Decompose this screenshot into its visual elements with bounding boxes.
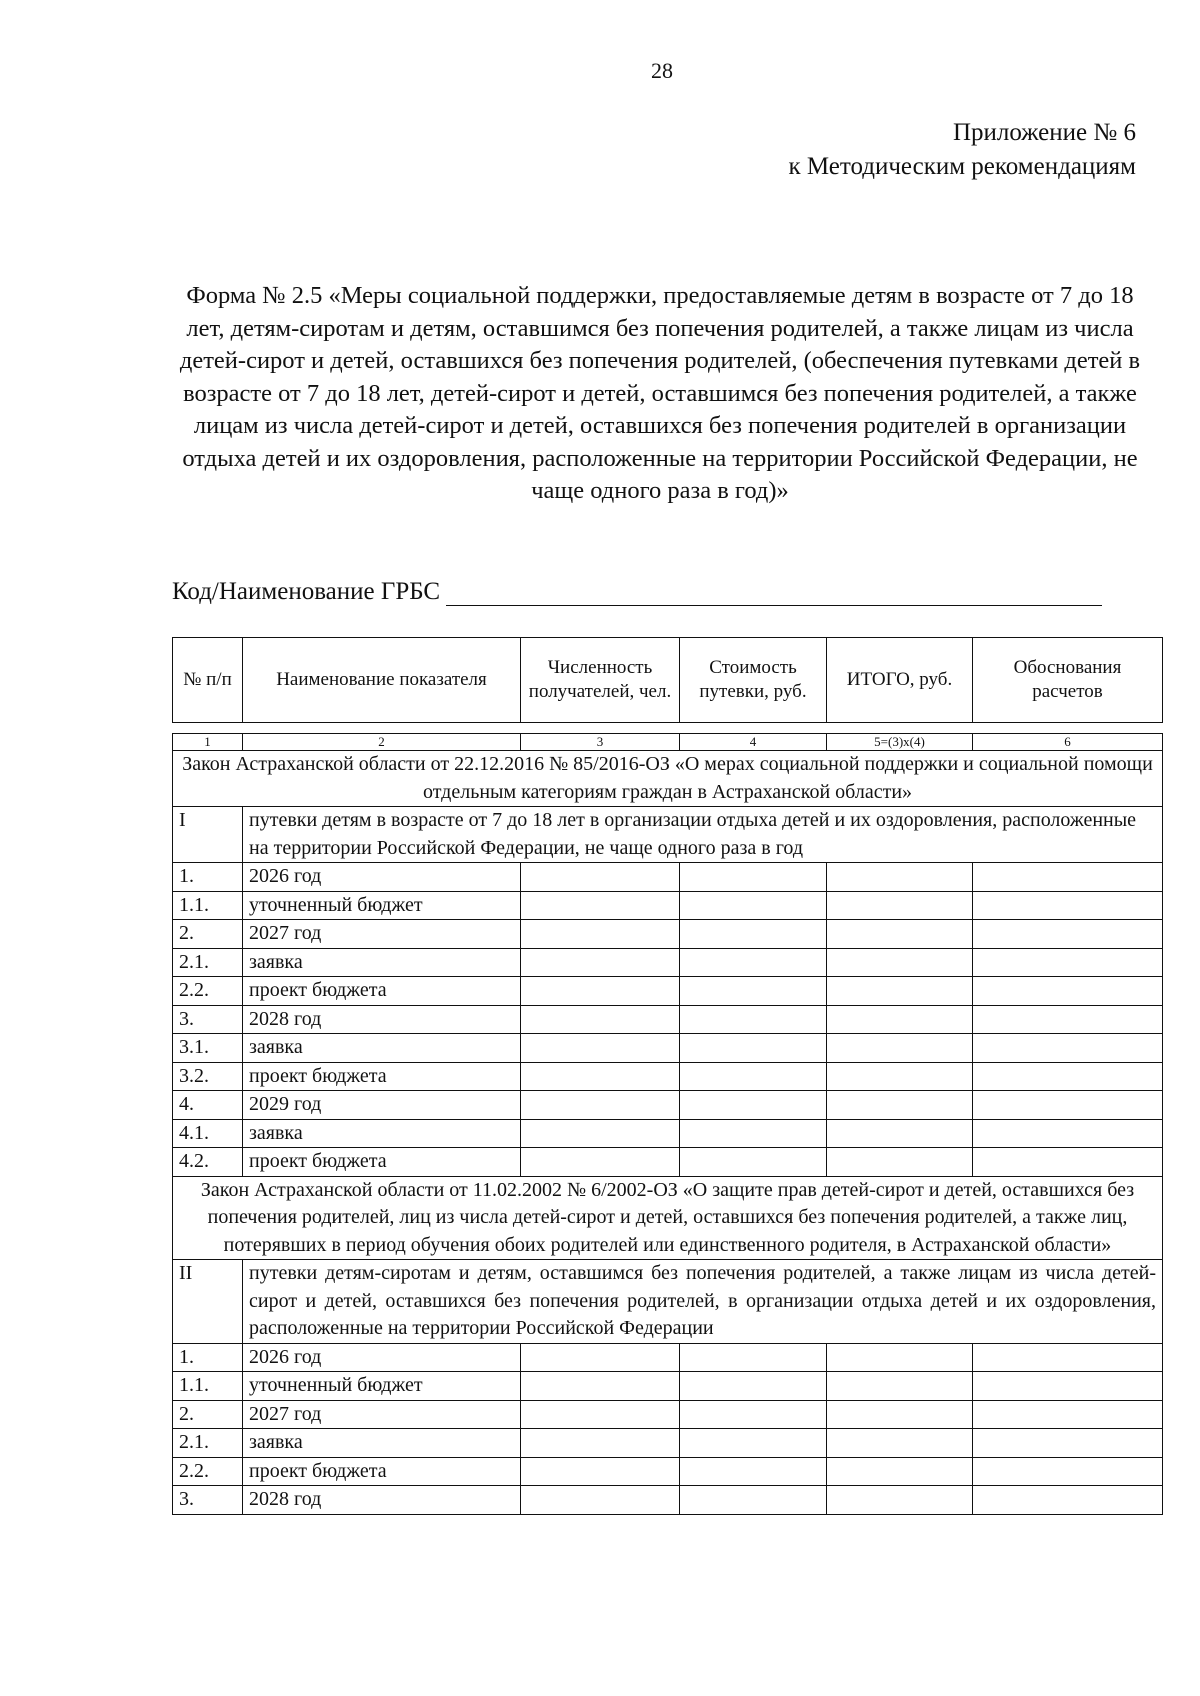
total-cell[interactable] bbox=[827, 1119, 973, 1148]
recipients-cell[interactable] bbox=[521, 948, 680, 977]
section-number: II bbox=[173, 1260, 243, 1344]
row-number: 4. bbox=[173, 1091, 243, 1120]
row-number: 3.1. bbox=[173, 1034, 243, 1063]
row-number: 1. bbox=[173, 863, 243, 892]
justification-cell[interactable] bbox=[973, 1429, 1163, 1458]
row-name: 2026 год bbox=[243, 863, 521, 892]
recipients-cell[interactable] bbox=[521, 891, 680, 920]
row-number: 4.2. bbox=[173, 1148, 243, 1177]
row-number: 3. bbox=[173, 1005, 243, 1034]
total-cell[interactable] bbox=[827, 1062, 973, 1091]
law-row bbox=[173, 1176, 1163, 1260]
row-name: проект бюджета bbox=[243, 977, 521, 1006]
total-cell[interactable] bbox=[827, 1429, 973, 1458]
table-row bbox=[173, 1400, 1163, 1429]
total-cell[interactable] bbox=[827, 920, 973, 949]
cost-cell[interactable] bbox=[680, 1034, 827, 1063]
row-name: 2027 год bbox=[243, 920, 521, 949]
row-name: 2027 год bbox=[243, 1400, 521, 1429]
recipients-cell[interactable] bbox=[521, 920, 680, 949]
total-cell[interactable] bbox=[827, 1005, 973, 1034]
total-cell[interactable] bbox=[827, 1486, 973, 1515]
table-row bbox=[173, 1343, 1163, 1372]
row-number: 1.1. bbox=[173, 891, 243, 920]
recipients-cell[interactable] bbox=[521, 1457, 680, 1486]
law-row bbox=[173, 751, 1163, 807]
law-2: Закон Астраханской области от 11.02.2002 № 6/2002-ОЗ «О защите прав детей-сирот и детей, оставшихся без попечения родителей, лиц из числа детей-сирот и детей, оставшихся без попечения родителей, а также лиц, потерявших в период обучения обоих родителей или единственного родителя, в Астраханской области» bbox=[173, 1176, 1163, 1260]
cost-cell[interactable] bbox=[680, 1486, 827, 1515]
row-name: уточненный бюджет bbox=[243, 1372, 521, 1401]
cost-cell[interactable] bbox=[680, 948, 827, 977]
recipients-cell[interactable] bbox=[521, 1400, 680, 1429]
header-num: № п/п bbox=[173, 638, 243, 723]
section-row bbox=[173, 1260, 1163, 1344]
total-cell[interactable] bbox=[827, 1400, 973, 1429]
cost-cell[interactable] bbox=[680, 1343, 827, 1372]
justification-cell[interactable] bbox=[973, 1034, 1163, 1063]
form-title: Форма № 2.5 «Меры социальной поддержки, предоставляемые детям в возрасте от 7 до 18 лет, детям-сиротам и детям, оставшимся без попечения родителей, а также лицам из числа детей-сирот и детей, оставшихся без попечения родителей, (обеспечения путевками детей в возрасте от 7 до 18 лет, детей-сирот и детей, оставшимся без попечения родителей, а также лицам из числа детей-сирот и детей, оставшихся без попечения родителей в организации отдыха детей и их оздоровления, расположенные на территории Российской Федерации, не чаще одного раза в год)» bbox=[179, 282, 1141, 504]
table-row bbox=[173, 1457, 1163, 1486]
justification-cell[interactable] bbox=[973, 1005, 1163, 1034]
total-cell[interactable] bbox=[827, 891, 973, 920]
column-number: 2 bbox=[243, 734, 521, 751]
table-row bbox=[173, 1034, 1163, 1063]
table-row bbox=[173, 948, 1163, 977]
row-number: 1.1. bbox=[173, 1372, 243, 1401]
cost-cell[interactable] bbox=[680, 1372, 827, 1401]
row-number: 2. bbox=[173, 920, 243, 949]
table-row bbox=[173, 863, 1163, 892]
table-row bbox=[173, 1486, 1163, 1515]
cost-cell[interactable] bbox=[680, 1119, 827, 1148]
row-number: 4.1. bbox=[173, 1119, 243, 1148]
table-row bbox=[173, 891, 1163, 920]
table-row bbox=[173, 1119, 1163, 1148]
cost-cell[interactable] bbox=[680, 920, 827, 949]
row-number: 2.1. bbox=[173, 1429, 243, 1458]
column-number: 4 bbox=[680, 734, 827, 751]
cost-cell[interactable] bbox=[680, 977, 827, 1006]
recipients-cell[interactable] bbox=[521, 863, 680, 892]
header-total: ИТОГО, руб. bbox=[827, 638, 973, 723]
recipients-cell[interactable] bbox=[521, 1148, 680, 1177]
table-row bbox=[173, 977, 1163, 1006]
row-number: 2.1. bbox=[173, 948, 243, 977]
row-name: заявка bbox=[243, 948, 521, 977]
header-recipients: Численность получателей, чел. bbox=[521, 638, 680, 723]
justification-cell[interactable] bbox=[973, 1343, 1163, 1372]
row-number: 3. bbox=[173, 1486, 243, 1515]
grbs-field bbox=[172, 578, 1102, 606]
table-row bbox=[173, 1062, 1163, 1091]
justification-cell[interactable] bbox=[973, 1400, 1163, 1429]
row-name: уточненный бюджет bbox=[243, 891, 521, 920]
recipients-cell[interactable] bbox=[521, 1486, 680, 1515]
justification-cell[interactable] bbox=[973, 920, 1163, 949]
row-name: 2028 год bbox=[243, 1486, 521, 1515]
table-row bbox=[173, 1148, 1163, 1177]
recipients-cell[interactable] bbox=[521, 1429, 680, 1458]
total-cell[interactable] bbox=[827, 1091, 973, 1120]
section-number: I bbox=[173, 807, 243, 863]
recipients-cell[interactable] bbox=[521, 1091, 680, 1120]
cost-cell[interactable] bbox=[680, 1005, 827, 1034]
cost-cell[interactable] bbox=[680, 1429, 827, 1458]
cost-cell[interactable] bbox=[680, 1148, 827, 1177]
data-table bbox=[172, 733, 1163, 1515]
header-justification: Обоснования расчетов bbox=[973, 638, 1163, 723]
row-name: 2026 год bbox=[243, 1343, 521, 1372]
justification-cell[interactable] bbox=[973, 977, 1163, 1006]
cost-cell[interactable] bbox=[680, 1457, 827, 1486]
table-row bbox=[173, 920, 1163, 949]
grbs-label: Код/Наименование ГРБС bbox=[172, 578, 441, 605]
cost-cell[interactable] bbox=[680, 1091, 827, 1120]
column-numbers-row bbox=[173, 734, 1163, 751]
recipients-cell[interactable] bbox=[521, 1372, 680, 1401]
page-number: 28 bbox=[651, 58, 673, 83]
row-number: 2.2. bbox=[173, 1457, 243, 1486]
table-row bbox=[173, 1372, 1163, 1401]
recipients-cell[interactable] bbox=[521, 1119, 680, 1148]
justification-cell[interactable] bbox=[973, 1486, 1163, 1515]
row-number: 1. bbox=[173, 1343, 243, 1372]
section-2-title: путевки детям-сиротам и детям, оставшимся без попечения родителей, а также лицам из числа детей-сирот и детей, оставшихся без попечения родителей, в организации отдыха детей и их оздоровления, расположенные на территории Российской Федерации bbox=[243, 1260, 1163, 1344]
row-name: проект бюджета bbox=[243, 1062, 521, 1091]
total-cell[interactable] bbox=[827, 1457, 973, 1486]
grbs-input-line[interactable] bbox=[446, 579, 1102, 606]
justification-cell[interactable] bbox=[973, 1062, 1163, 1091]
row-name: заявка bbox=[243, 1119, 521, 1148]
row-name: заявка bbox=[243, 1429, 521, 1458]
justification-cell[interactable] bbox=[973, 891, 1163, 920]
table-header bbox=[172, 637, 1163, 723]
row-number: 2.2. bbox=[173, 977, 243, 1006]
header-cost: Стоимость путевки, руб. bbox=[680, 638, 827, 723]
justification-cell[interactable] bbox=[973, 1091, 1163, 1120]
row-number: 3.2. bbox=[173, 1062, 243, 1091]
justification-cell[interactable] bbox=[973, 863, 1163, 892]
total-cell[interactable] bbox=[827, 1148, 973, 1177]
row-name: 2028 год bbox=[243, 1005, 521, 1034]
justification-cell[interactable] bbox=[973, 1148, 1163, 1177]
column-number: 1 bbox=[173, 734, 243, 751]
justification-cell[interactable] bbox=[973, 1372, 1163, 1401]
law-1: Закон Астраханской области от 22.12.2016 № 85/2016-ОЗ «О мерах социальной поддержки и социальной помощи отдельным категориям граждан в Астраханской области» bbox=[173, 751, 1163, 807]
appendix-line-2: к Методическим рекомендациям bbox=[788, 153, 1136, 180]
justification-cell[interactable] bbox=[973, 948, 1163, 977]
header-name: Наименование показателя bbox=[243, 638, 521, 723]
recipients-cell[interactable] bbox=[521, 1005, 680, 1034]
section-row bbox=[173, 807, 1163, 863]
column-number: 6 bbox=[973, 734, 1163, 751]
total-cell[interactable] bbox=[827, 977, 973, 1006]
recipients-cell[interactable] bbox=[521, 1034, 680, 1063]
appendix-line-1: Приложение № 6 bbox=[952, 119, 1136, 146]
recipients-cell[interactable] bbox=[521, 1062, 680, 1091]
row-name: 2029 год bbox=[243, 1091, 521, 1120]
justification-cell[interactable] bbox=[973, 1119, 1163, 1148]
total-cell[interactable] bbox=[827, 1343, 973, 1372]
table-row bbox=[173, 1091, 1163, 1120]
row-name: заявка bbox=[243, 1034, 521, 1063]
cost-cell[interactable] bbox=[680, 1062, 827, 1091]
total-cell[interactable] bbox=[827, 863, 973, 892]
row-name: проект бюджета bbox=[243, 1457, 521, 1486]
table-row bbox=[173, 1005, 1163, 1034]
justification-cell[interactable] bbox=[973, 1457, 1163, 1486]
total-cell[interactable] bbox=[827, 948, 973, 977]
table-row bbox=[173, 1429, 1163, 1458]
recipients-cell[interactable] bbox=[521, 977, 680, 1006]
section-1-title: путевки детям в возрасте от 7 до 18 лет в организации отдыха детей и их оздоровления, расположенные на территории Российской Федерации, не чаще одного раза в год bbox=[243, 807, 1163, 863]
row-name: проект бюджета bbox=[243, 1148, 521, 1177]
total-cell[interactable] bbox=[827, 1034, 973, 1063]
recipients-cell[interactable] bbox=[521, 1343, 680, 1372]
row-number: 2. bbox=[173, 1400, 243, 1429]
total-cell[interactable] bbox=[827, 1372, 973, 1401]
column-number: 5=(3)x(4) bbox=[827, 734, 973, 751]
column-number: 3 bbox=[521, 734, 680, 751]
cost-cell[interactable] bbox=[680, 863, 827, 892]
cost-cell[interactable] bbox=[680, 1400, 827, 1429]
cost-cell[interactable] bbox=[680, 891, 827, 920]
appendix-header bbox=[788, 116, 1136, 184]
